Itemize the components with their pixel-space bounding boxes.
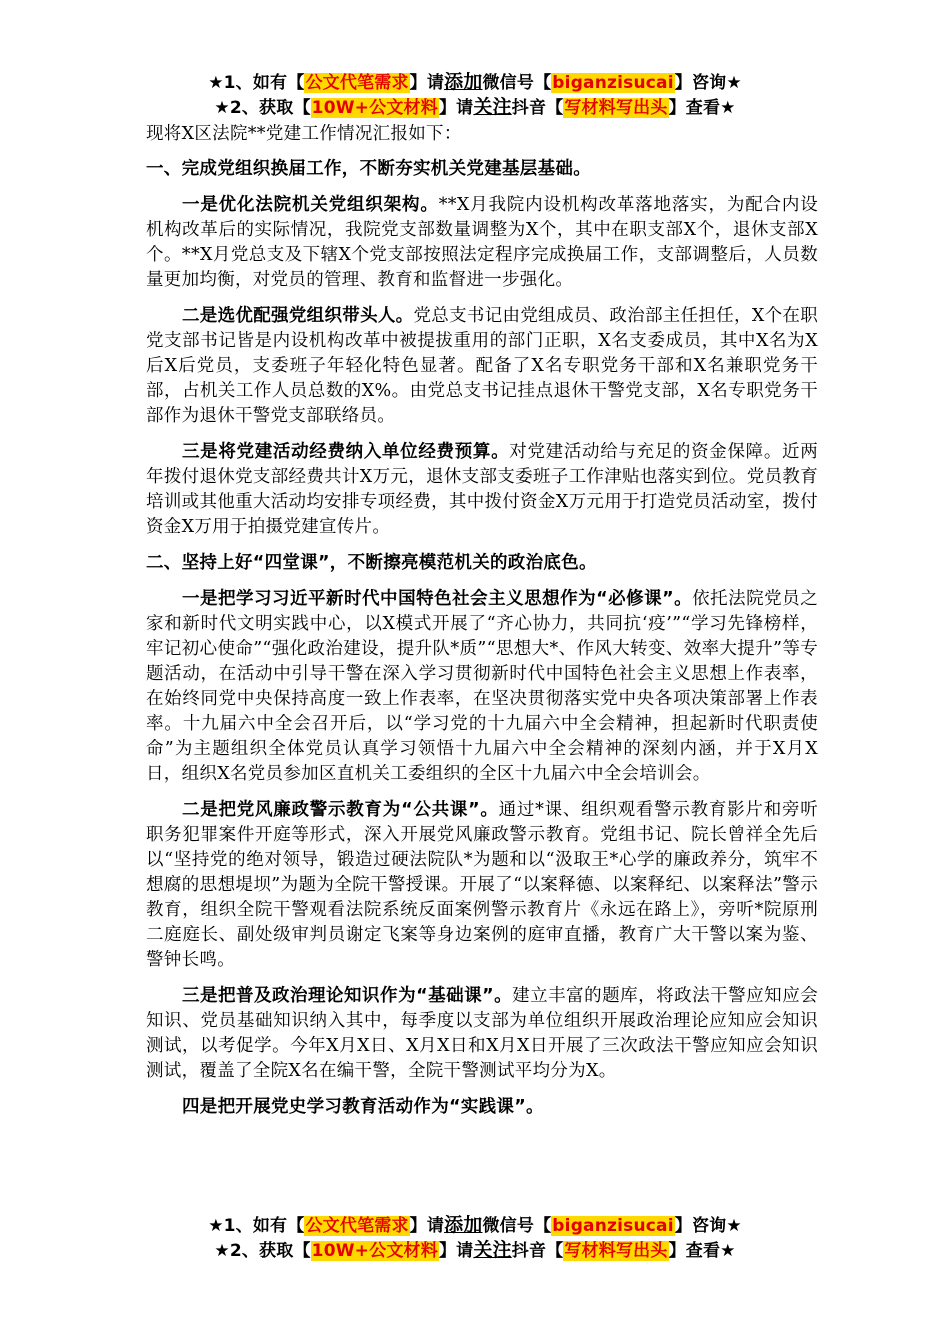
- section-1-heading: 一、完成党组织换届工作，不断夯实机关党建基层基础。: [146, 159, 591, 179]
- paragraph-lead: 一是优化法院机关党组织架构。: [182, 195, 439, 215]
- highlight-douyin: 写材料写出头: [564, 1241, 668, 1261]
- banner-text: ★1、如有【: [208, 73, 305, 93]
- underlined-text: 关注: [473, 1239, 512, 1261]
- paragraph-lead: 三是把普及政治理论知识作为“基础课”。: [182, 986, 513, 1006]
- banner-line-2: [0, 95, 950, 120]
- paragraph: [146, 440, 818, 540]
- banner-text: ★2、获取【: [214, 98, 311, 118]
- banner-text: 抖音【: [511, 98, 564, 118]
- paragraph-body: **X月我院内设机构改革落地落实，为配合内设机构改革后的实际情况，我院党支部数量调整为X个，其中在职支部X个，退休支部X个。**X月党总支及下辖X个党支部按照法定程序完成换届工作，支部调整后，人员数量更加均衡，对党员的管理、教育和监督进一步强化。: [146, 195, 819, 290]
- bottom-banner: [0, 1213, 950, 1263]
- paragraph-lead: 二是把党风廉政警示教育为“公共课”。: [182, 800, 499, 820]
- banner-line-1: [0, 70, 950, 95]
- paragraph: [146, 798, 818, 973]
- paragraph-lead: 一是把学习习近平新时代中国特色社会主义思想作为“必修课”。: [182, 589, 693, 609]
- banner-text: 】咨询★: [674, 73, 742, 93]
- section-2-heading: 二、坚持上好“四堂课”，不断擦亮模范机关的政治底色。: [146, 553, 597, 573]
- document-body: [146, 122, 818, 1131]
- paragraph-body: 依托法院党员之家和新时代文明实践中心，以X模式开展了“齐心协力，共同抗‘疫’”“学习先锋榜样，牢记初心使命”“强化政治建设，提升队*质”“思想大*、作风大转变、效率大提升”等专题活动，在活动中引导干警在深入学习贯彻新时代中国特色社会主义思想上作表率，在始终同党中央保持高度一致上作表率，在坚决贯彻落实党中央各项决策部署上作表率。十九届六中全会召开后，以“学习党的十九届六中全会精神，担起新时代职责使命”为主题组织全体党员认真学习领悟十九届六中全会精神的深刻内涵，并于X月X日，组织X名党员参加区直机关工委组织的全区十九届六中全会培训会。: [146, 589, 818, 784]
- banner-text: 】查看★: [668, 1241, 736, 1261]
- highlight-service: 公文代笔需求: [305, 73, 409, 93]
- paragraph: [146, 1095, 818, 1120]
- highlight-materials: 10W+公文材料: [311, 1241, 438, 1261]
- banner-text: 】请: [438, 98, 474, 118]
- highlight-service: 公文代笔需求: [305, 1216, 409, 1236]
- paragraph-lead: 三是将党建活动经费纳入单位经费预算。: [182, 442, 510, 462]
- paragraph: [146, 193, 818, 293]
- paragraph-body: 通过*课、组织观看警示教育影片和旁听职务犯罪案件开庭等形式，深入开展党风廉政警示教育。党组书记、院长曾祥全先后以“坚持党的绝对领导，锻造过硬法院队*为题和以“汲取王*心学的廉政养分，筑牢不想腐的思想堤坝”为题为全院干警授课。开展了“以案释德、以案释纪、以案释法”警示教育，组织全院干警观看法院系统反面案例警示教育片《永远在路上》，旁听*院原刑二庭庭长、副处级审判员谢定飞案等身边案例的庭审直播，教育广大干警以案为鉴、警钟长鸣。: [146, 800, 818, 970]
- paragraph-body: 建立丰富的题库，将政法干警应知应会知识、党员基础知识纳入其中，每季度以支部为单位组织开展政治理论应知应会知识测试，以考促学。今年X月X日、X月X日和X月X日开展了三次政法干警应知应会知识测试，覆盖了全院X名在编干警，全院干警测试平均分为X。: [146, 986, 818, 1081]
- paragraph-body: 党总支书记由党组成员、政治部主任担任，X个在职党支部书记皆是内设机构改革中被提拔重用的部门正职，X名支委成员，其中X名为X后X后党员，支委班子年轻化特色显著。配备了X名专职党务干部和X名兼职党务干部，占机关工作人员总数的X%。由党总支书记挂点退休干警党支部，X名专职党务干部作为退休干警党支部联络员。: [146, 306, 819, 426]
- banner-text: 微信号【: [482, 73, 552, 93]
- banner-text: ★1、如有【: [208, 1216, 305, 1236]
- intro-paragraph: 现将X区法院**党建工作情况汇报如下：: [146, 124, 462, 144]
- banner-text: 微信号【: [482, 1216, 552, 1236]
- highlight-wechat-id: biganzisucai: [552, 1216, 674, 1236]
- highlight-wechat-id: biganzisucai: [552, 73, 674, 93]
- banner-line-1: [0, 1213, 950, 1238]
- paragraph-lead: 二是选优配强党组织带头人。: [182, 306, 414, 326]
- banner-line-2: [0, 1238, 950, 1263]
- underlined-text: 添加: [444, 1214, 483, 1236]
- banner-text: 】咨询★: [674, 1216, 742, 1236]
- paragraph: [146, 984, 818, 1084]
- paragraph: [146, 304, 818, 429]
- highlight-douyin: 写材料写出头: [564, 98, 668, 118]
- banner-text: 】请: [438, 1241, 474, 1261]
- banner-text: 】请: [409, 1216, 445, 1236]
- underlined-text: 关注: [473, 96, 512, 118]
- top-banner: [0, 70, 950, 120]
- paragraph-body: 对党建活动给与充足的资金保障。近两年拨付退休党支部经费共计X万元，退休支部支委班子工作津贴也落实到位。党员教育培训或其他重大活动均安排专项经费，其中拨付资金X万元用于打造党员活动室，拨付资金X万用于拍摄党建宣传片。: [146, 442, 818, 537]
- banner-text: 抖音【: [511, 1241, 564, 1261]
- underlined-text: 添加: [444, 71, 483, 93]
- banner-text: 】查看★: [668, 98, 736, 118]
- highlight-materials: 10W+公文材料: [311, 98, 438, 118]
- paragraph: [146, 587, 818, 787]
- banner-text: ★2、获取【: [214, 1241, 311, 1261]
- banner-text: 】请: [409, 73, 445, 93]
- paragraph-lead: 四是把开展党史学习教育活动作为“实践课”。: [182, 1097, 544, 1117]
